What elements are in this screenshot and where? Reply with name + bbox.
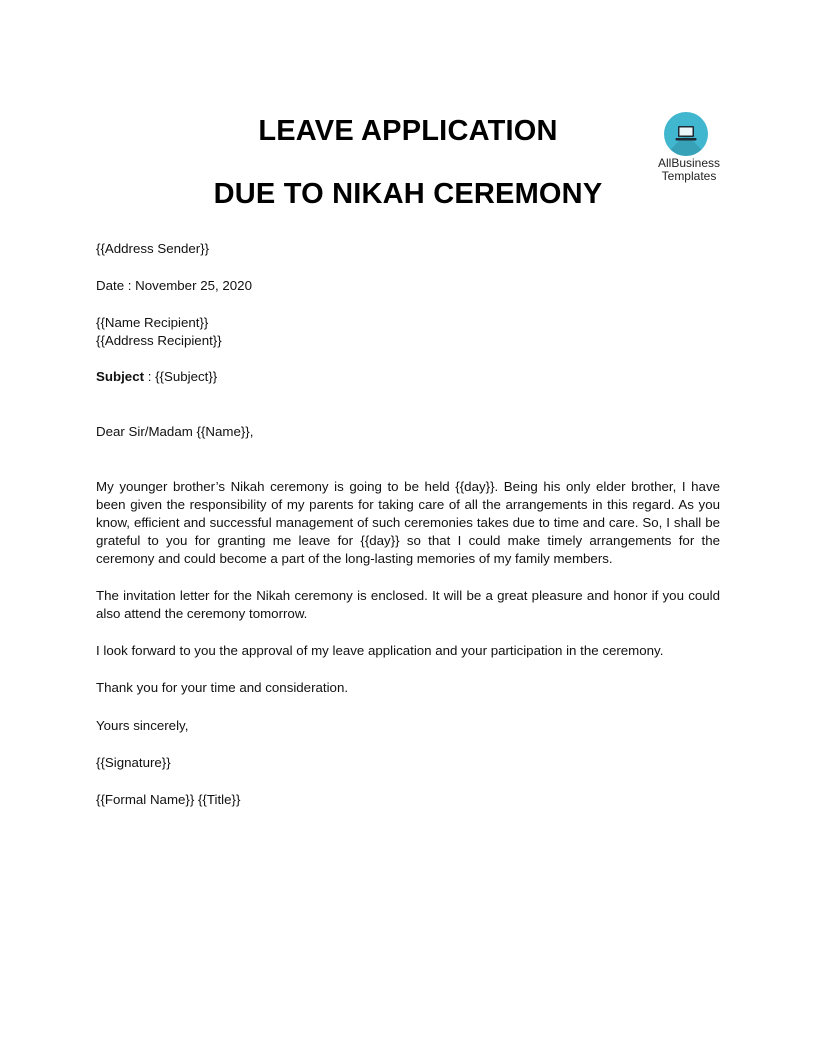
closing: Yours sincerely,: [96, 718, 189, 733]
logo-circle: [664, 112, 708, 156]
paragraph-2: The invitation letter for the Nikah ceremony is enclosed. It will be a great pleasure and honor if you could also attend the ceremony tomorrow.: [96, 588, 720, 621]
subject-value: : {{Subject}}: [144, 369, 218, 384]
recipient-address: {{Address Recipient}}: [96, 333, 222, 348]
salutation: Dear Sir/Madam {{Name}},: [96, 424, 254, 439]
document-subtitle: DUE TO NIKAH CEREMONY: [213, 178, 603, 210]
laptop-icon: [675, 125, 697, 143]
signature-placeholder: {{Signature}}: [96, 755, 171, 770]
subject-line: [96, 368, 720, 386]
logo-text: [650, 157, 728, 183]
document-title: LEAVE APPLICATION: [258, 115, 558, 147]
formal-name-title: {{Formal Name}} {{Title}}: [96, 792, 241, 807]
logo-text-line1: AllBusiness: [657, 156, 721, 170]
subject-label: Subject: [96, 369, 145, 384]
recipient-name: {{Name Recipient}}: [96, 315, 209, 330]
logo-text-line2: Templates: [661, 169, 717, 183]
paragraph-3: I look forward to you the approval of my leave application and your participation in the ceremony.: [96, 643, 664, 658]
paragraph-1: My younger brother’s Nikah ceremony is going to be held {{day}}. Being his only elder brother, I have been given the responsibility of my parents for taking care of all the arrangements in this regard. As you know, efficient and successful management of such ceremonies takes due to time and care. So, I shall be grateful to you for granting me leave for {{day}} so that I could make timely arrangements for the ceremony and could become a part of the long-lasting memories of my family members.: [96, 479, 720, 566]
paragraph-4: Thank you for your time and consideration.: [96, 680, 349, 695]
allbusiness-templates-logo: [650, 112, 728, 192]
date-line: Date : November 25, 2020: [96, 278, 252, 293]
address-sender: {{Address Sender}}: [96, 241, 210, 256]
